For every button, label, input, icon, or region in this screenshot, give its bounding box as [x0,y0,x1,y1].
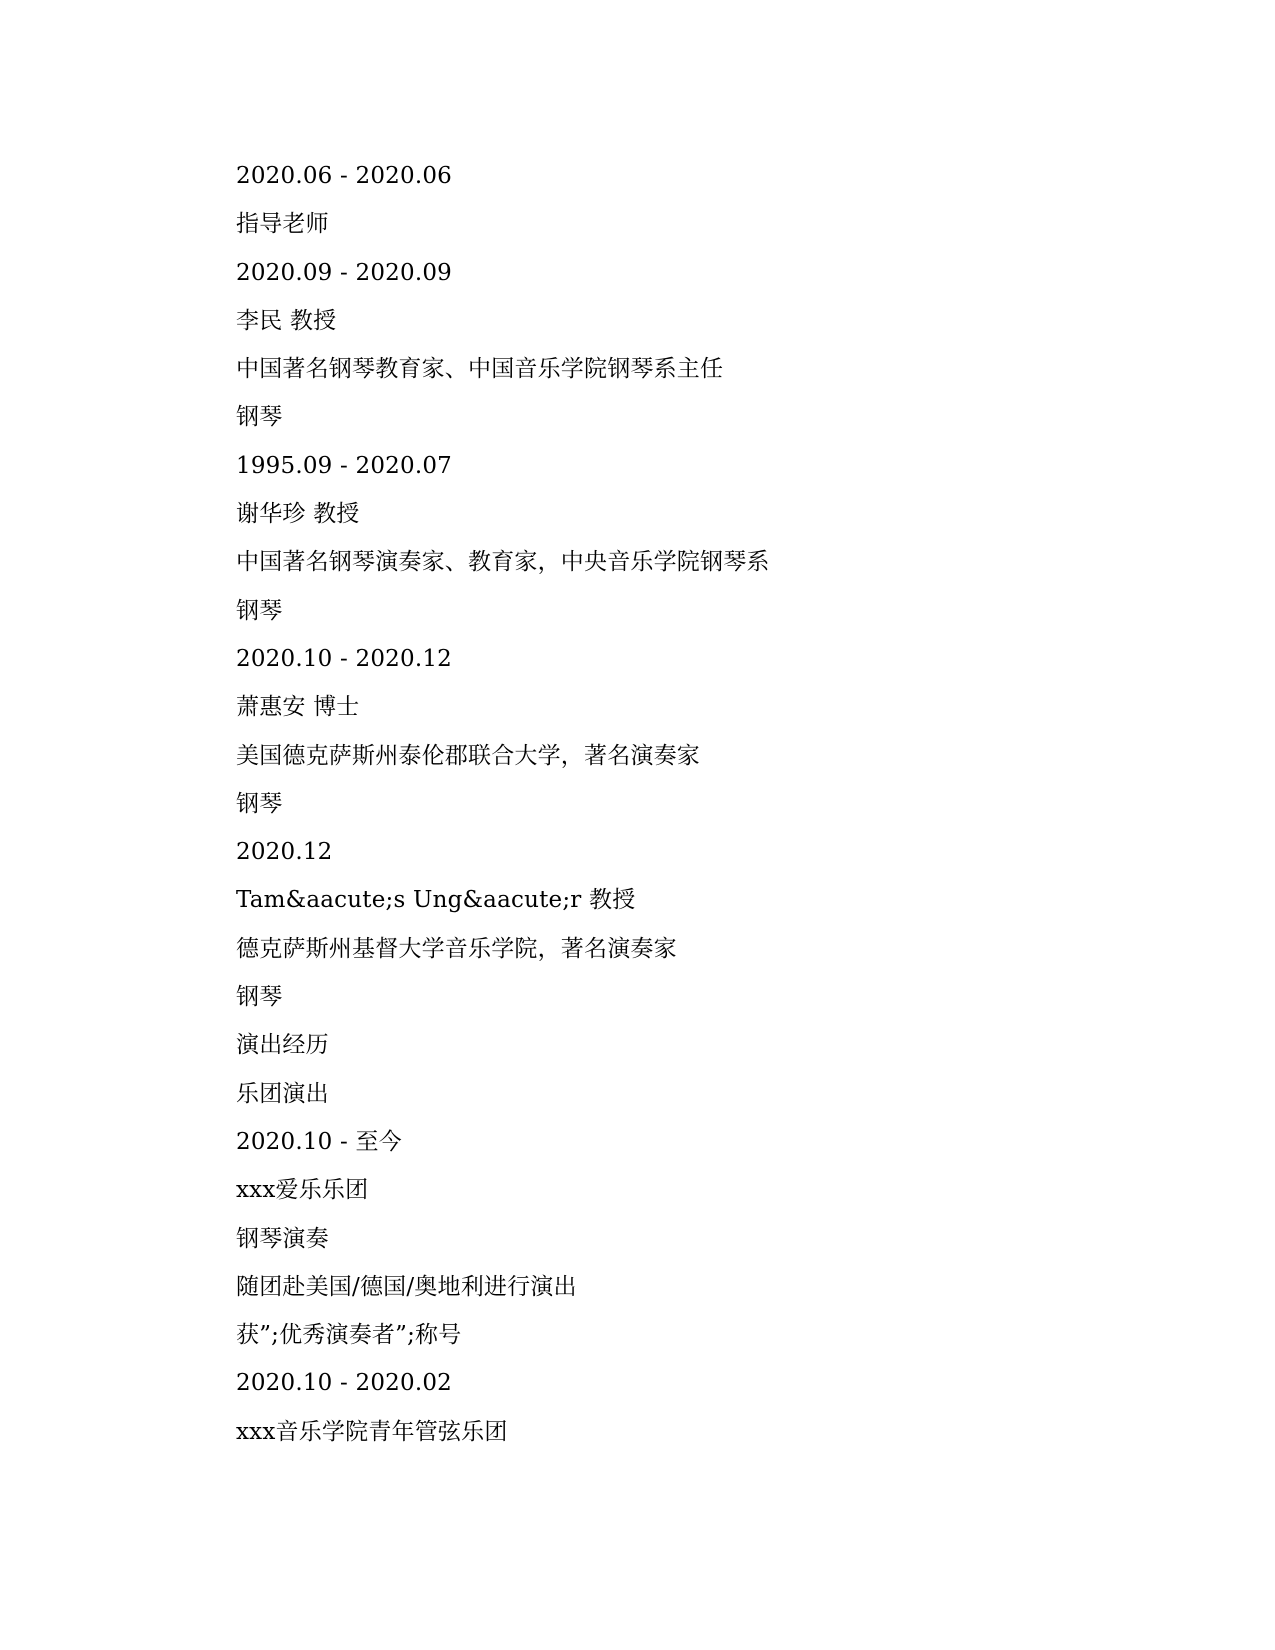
date: 2020.12 [236,839,333,866]
section-heading-mentors: 指导老师 [236,211,329,238]
mentor-name: 李民 教授 [236,307,337,334]
role: 钢琴演奏 [236,1225,329,1252]
instrument: 钢琴 [236,597,283,624]
mentor-name: 谢华珍 教授 [236,501,360,528]
orchestra-name: xxx音乐学院青年管弦乐团 [236,1418,508,1445]
date-range: 2020.09 - 2020.09 [236,259,453,286]
mentor-name: Tam&aacute;s Ung&aacute;r 教授 [236,887,636,914]
performance-detail: 随团赴美国/德国/奥地利进行演出 [236,1273,577,1300]
instrument: 钢琴 [236,984,283,1011]
orchestra-name: xxx爱乐乐团 [236,1177,369,1204]
date-range: 2020.06 - 2020.06 [236,163,453,189]
date-range: 2020.10 - 2020.12 [236,645,453,672]
date-range: 1995.09 - 2020.07 [236,452,453,479]
instrument: 钢琴 [236,404,283,431]
mentor-description: 中国著名钢琴演奏家、教育家，中央音乐学院钢琴系 [236,549,770,576]
mentor-description: 德克萨斯州基督大学音乐学院，著名演奏家 [236,935,677,962]
resume-content [236,152,1136,1456]
mentor-description: 美国德克萨斯州泰伦郡联合大学，著名演奏家 [236,742,700,769]
date-range: 2020.10 - 2020.02 [236,1370,453,1397]
date-range: 2020.10 - 至今 [236,1128,402,1155]
award: 获”;优秀演奏者”;称号 [236,1322,462,1349]
section-heading-performance: 演出经历 [236,1032,329,1059]
subsection-heading-orchestra: 乐团演出 [236,1080,329,1107]
instrument: 钢琴 [236,790,283,817]
mentor-name: 萧惠安 博士 [236,694,360,721]
mentor-description: 中国著名钢琴教育家、中国音乐学院钢琴系主任 [236,356,724,383]
